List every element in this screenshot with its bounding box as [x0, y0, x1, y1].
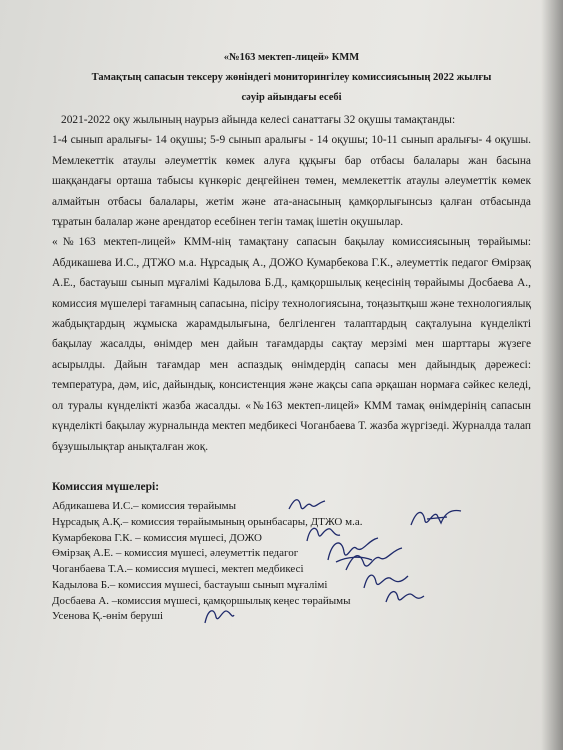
member-text: Чоганбаева Т.А.– комиссия мүшесі, мектеп медбикесі — [52, 563, 304, 576]
signature-image — [382, 584, 426, 608]
commission-section — [52, 481, 531, 625]
commission-member — [52, 609, 531, 625]
member-text: Нұрсадық А.Қ.– комиссия төрайымының орынбасары, ДТЖО м.а. — [52, 515, 363, 528]
signature-image — [407, 505, 463, 531]
signature-image — [202, 603, 236, 627]
member-text: Абдикашева И.С.– комиссия төрайымы — [52, 499, 237, 512]
member-text: Досбаева А. –комиссия мүшесі, қамқоршылық кеңес төрайымы — [52, 594, 351, 607]
member-text: Кумарбекова Г.К. – комиссия мүшесі, ДОЖО — [52, 531, 262, 544]
member-text: Кадылова Б.– комиссия мүшесі, бастауыш сынып мұғалімі — [52, 578, 328, 591]
signature-image — [287, 495, 327, 515]
paragraph-student-categories: 1-4 сынып аралығы- 14 оқушы; 5-9 сынып аралығы - 14 оқушы; 10-11 сынып аралығы- 4 оқушы. Мемлекеттік атаулы әлеуметтік көмек алуға құқығы бар отбасы балалары жан басына шаққандағы орташа табысы күнкөріс деңгейінен төмен, мемлекеттік атаулы әлеуметтік көмек алмайтын отбасы балалары, жетім және ата-анасының қамқорлығынсыз қалған отбасында тұратын балалар және арендатор есебінен тегін тамақ ішетін оқушылар. — [52, 134, 531, 229]
commission-member — [52, 531, 531, 547]
document-header — [52, 48, 531, 108]
member-text: Өмірзақ А.Е. – комиссия мүшесі, әлеуметтік педагог — [52, 547, 299, 560]
commission-member — [52, 546, 531, 562]
header-report-period: сәуір айындағы есебі — [241, 92, 342, 103]
header-report-title: Тамақтың сапасын тексеру жөніндегі мониторингілеу комиссиясының 2022 жылғы — [91, 72, 492, 83]
document-body — [52, 110, 531, 457]
member-text: Усенова Қ.-өнім беруші — [52, 610, 164, 623]
header-school-name: «№163 мектеп-лицей» КММ — [223, 52, 360, 63]
commission-member — [52, 562, 531, 578]
commission-member — [52, 594, 531, 610]
paragraph-commission-work: «№163 мектеп-лицей» КММ-нің тамақтану сапасын бақылау комиссиясының төрайымы: Абдикашева И.С., ДТЖО м.а. Нұрсадық А., ДОЖО Кумарбекова Г.К., әлеуметтік педагог Өмірзақ А.Е., бастауыш сынып мұғалімі Кадылова Б.Д., қамқоршылық кеңесінің төрайымы Досбаева А., комиссия мүшелері тағамның сапасына, пісіру технологиясына, тоңазытқыш және технологиялық жабдықтардың жұмыска жарамдылығына, белгіленген талаптардың сақталуына күнделікті бақылау жасалды, өнімдер мен дайын тағамдарды сақтау мерзімі мен шарттары жүзеге асырылды. Дайын тағамдар мен аспаздық өнімдердің сапасы мен дайындық дәрежесі: температура, дәм, иіс, дайындық, консистенция және жақсы сапа әрқашан нормаға сәйкес келеді, ол туралы күнделікті жазба жасалды. «№163 мектеп-лицей» КММ тамақ өнімдерінің сапасын күнделікті бақылау журналында мектеп медбикесі Чоганбаева Т. жазба жүргізеді. Журналда талап бұзушылықтар анықталған жоқ. — [52, 236, 531, 453]
commission-member — [52, 578, 531, 594]
paragraph-intro: 2021-2022 оқу жылының наурыз айында келесі санаттағы 32 оқушы тамақтанды: — [61, 114, 456, 126]
commission-title: Комиссия мүшелері: — [52, 480, 160, 493]
commission-member — [52, 515, 531, 531]
